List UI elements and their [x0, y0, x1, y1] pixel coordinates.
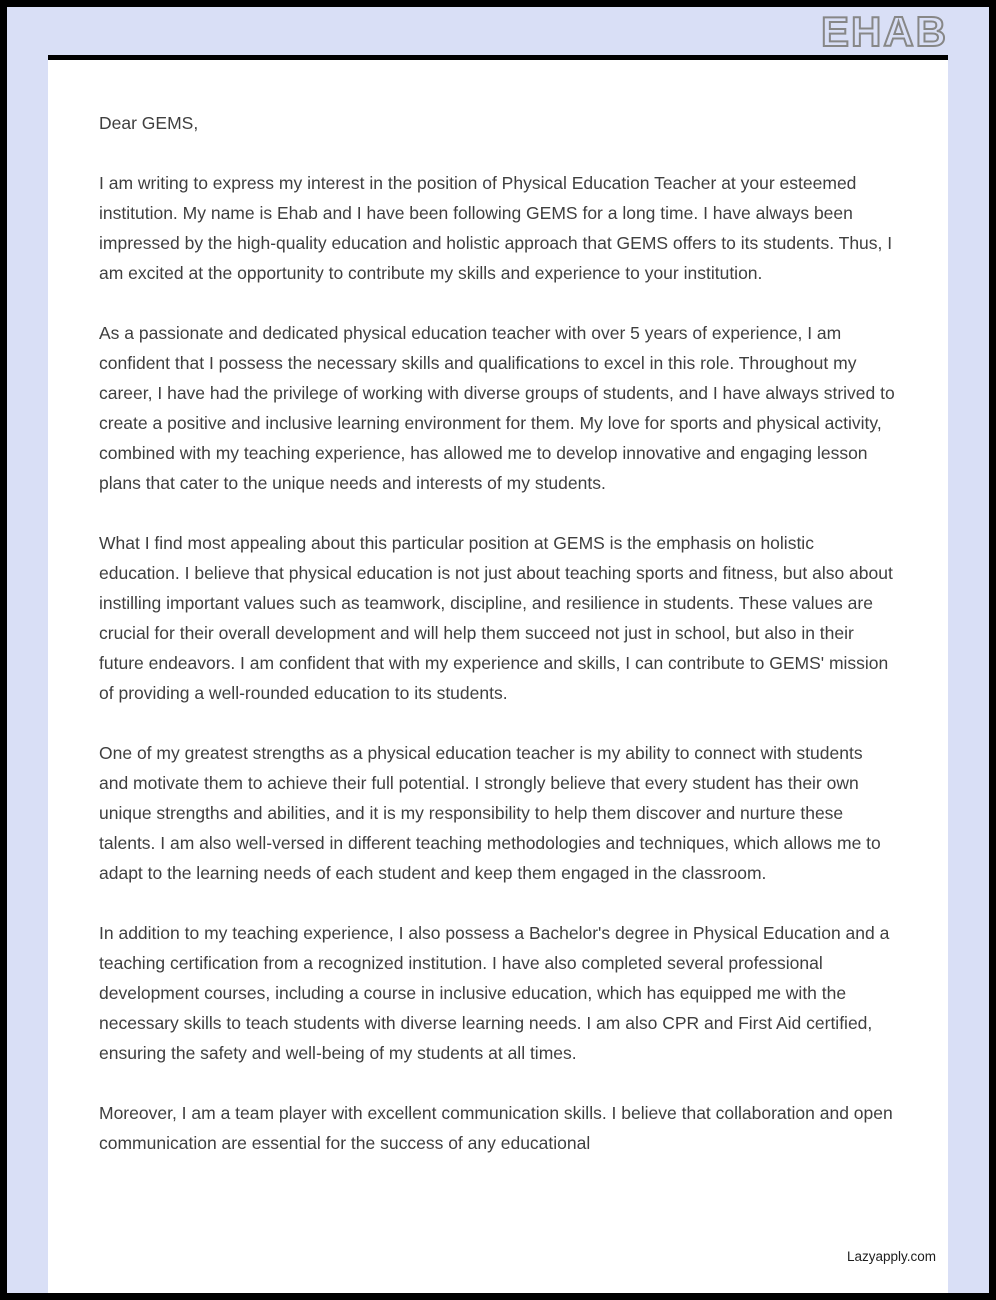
- letter-body: [99, 108, 895, 1158]
- letter-paragraph: Moreover, I am a team player with excellent communication skills. I believe that collaboration and open communication are essential for the success of any educational: [99, 1103, 893, 1153]
- letter-paragraph: I am writing to express my interest in the position of Physical Education Teacher at your esteemed institution. My name is Ehab and I have been following GEMS for a long time. I have always been impressed by the high-quality education and holistic approach that GEMS offers to its students. Thus, I am excited at the opportunity to contribute my skills and experience to your institution.: [99, 173, 893, 283]
- cover-letter-document: [48, 55, 948, 1293]
- letter-salutation: Dear GEMS,: [99, 113, 199, 133]
- letter-paragraph: As a passionate and dedicated physical education teacher with over 5 years of experience, I am confident that I possess the necessary skills and qualifications to excel in this role. Throughout my career, I have had the privilege of working with diverse groups of students, and I have always strived to create a positive and inclusive learning environment for them. My love for sports and physical activity, combined with my teaching experience, has allowed me to develop innovative and engaging lesson plans that cater to the unique needs and interests of my students.: [99, 323, 895, 493]
- letter-paragraph: What I find most appealing about this particular position at GEMS is the emphasis on holistic education. I believe that physical education is not just about teaching sports and fitness, but also about instilling important values such as teamwork, discipline, and resilience in students. These values are crucial for their overall development and will help them succeed not just in school, but also in their future endeavors. I am confident that with my experience and skills, I can contribute to GEMS' mission of providing a well-rounded education to its students.: [99, 533, 893, 703]
- letter-paragraph: In addition to my teaching experience, I also possess a Bachelor's degree in Physical Education and a teaching certification from a recognized institution. I have also completed several professional development courses, including a course in inclusive education, which has equipped me with the necessary skills to teach students with diverse learning needs. I am also CPR and First Aid certified, ensuring the safety and well-being of my students at all times.: [99, 923, 890, 1063]
- letter-paragraph: One of my greatest strengths as a physical education teacher is my ability to connect with students and motivate them to achieve their full potential. I strongly believe that every student has their own unique strengths and abilities, and it is my responsibility to help them discover and nurture these talents. I am also well-versed in different teaching methodologies and techniques, which allows me to adapt to the learning needs of each student and keep them engaged in the classroom.: [99, 743, 881, 883]
- lazyapply-watermark: Lazyapply.com: [846, 1249, 936, 1264]
- brand-logo: EHAB: [820, 8, 948, 55]
